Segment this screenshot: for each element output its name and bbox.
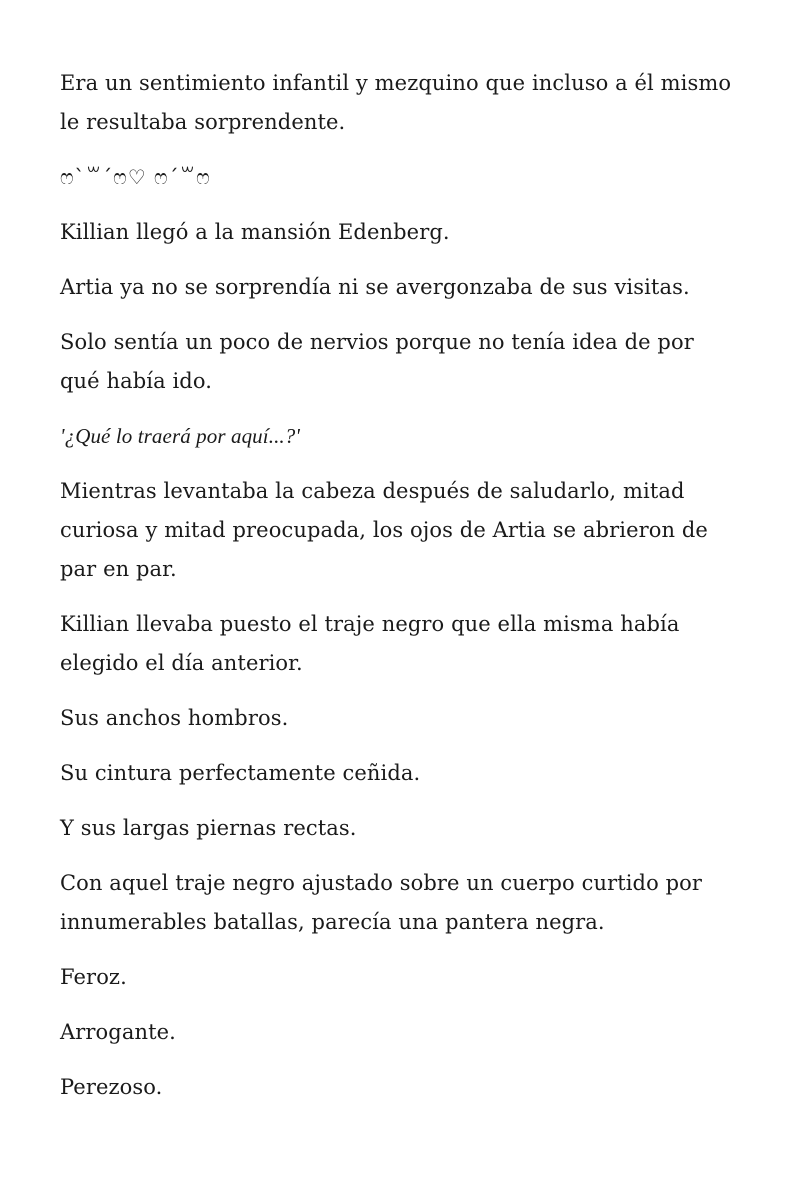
paragraph: Perezoso. xyxy=(60,1075,163,1099)
paragraph: Mientras levantaba la cabeza después de saludarlo, mitad curiosa y mitad preocupada, los ojos de Artia se abrieron de par en par. xyxy=(60,479,708,581)
scene-break-ornament: ෆ`꒳´ෆ♡ ෆ´꒳ෆ xyxy=(60,165,211,189)
paragraph: Feroz. xyxy=(60,965,127,989)
paragraph: Arrogante. xyxy=(60,1020,176,1044)
paragraph: Con aquel traje negro ajustado sobre un cuerpo curtido por innumerables batallas, parecía una pantera negra. xyxy=(60,871,703,934)
paragraph: Killian llegó a la mansión Edenberg. xyxy=(60,220,450,244)
paragraph: Artia ya no se sorprendía ni se avergonzaba de sus visitas. xyxy=(60,275,690,299)
paragraph: Era un sentimiento infantil y mezquino que incluso a él mismo le resultaba sorprendente. xyxy=(60,71,732,134)
paragraph: Su cintura perfectamente ceñida. xyxy=(60,761,421,785)
paragraph: Solo sentía un poco de nervios porque no tenía idea de por qué había ido. xyxy=(60,330,694,393)
paragraph: Sus anchos hombros. xyxy=(60,706,289,730)
paragraph: Killian llevaba puesto el traje negro que ella misma había elegido el día anterior. xyxy=(60,612,680,675)
inner-thought: '¿Qué lo traerá por aquí...?' xyxy=(60,424,300,448)
paragraph: Y sus largas piernas rectas. xyxy=(60,816,357,840)
